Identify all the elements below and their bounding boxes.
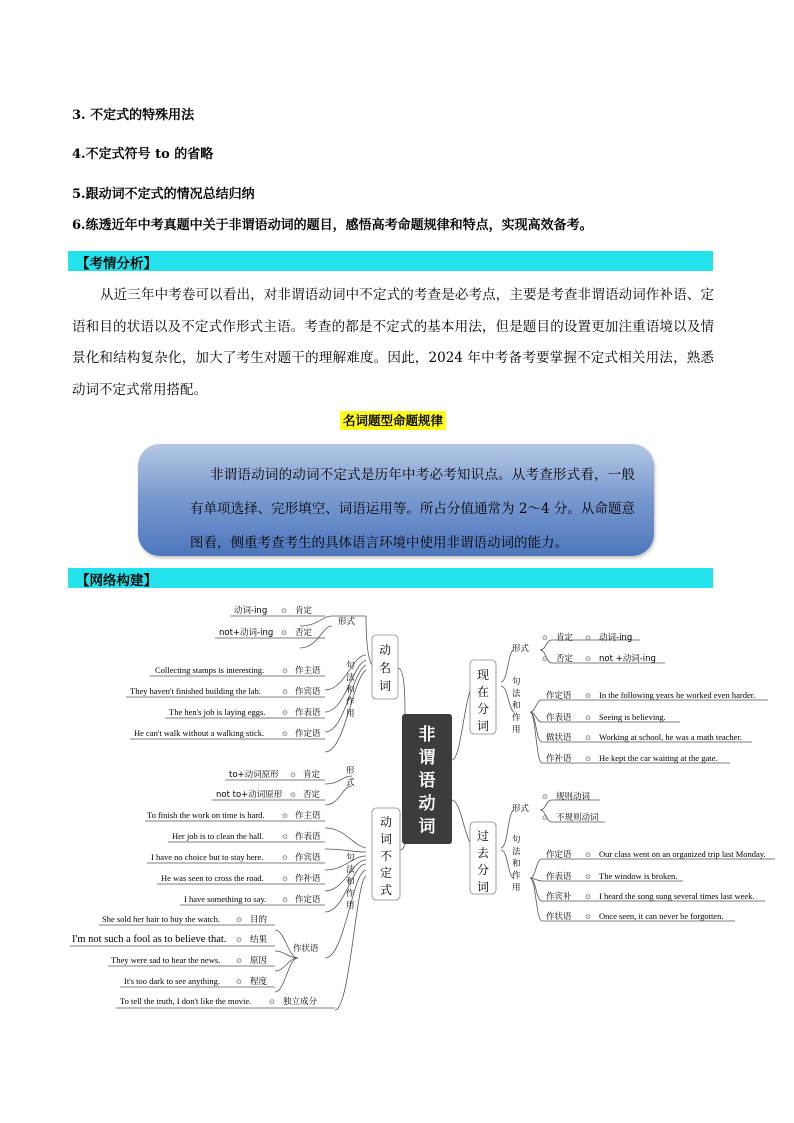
center-char-5: 词 xyxy=(418,817,436,837)
adverbial-tag: 程度 xyxy=(250,977,268,987)
gerund-usage-example: The hen's job is laying eggs. xyxy=(169,707,266,717)
infinitive-usage-example: I have something to say. xyxy=(184,894,267,904)
svg-text:用: 用 xyxy=(512,883,521,893)
pap-char-3: 分 xyxy=(476,863,490,877)
infinitive-usage-example: Her job is to clean the hall. xyxy=(172,831,264,841)
pp-usage-example: Working at school, he was a math teacher. xyxy=(599,732,743,742)
infinitive-form-tag: 肯定 xyxy=(303,770,321,780)
svg-text:⊙: ⊙ xyxy=(281,629,287,637)
svg-text:式: 式 xyxy=(346,778,355,788)
gerund-usage-tag: 作宾语 xyxy=(295,687,321,697)
pap-form-item: 规则动词 xyxy=(556,792,591,802)
pp-char-2: 在 xyxy=(476,685,490,699)
gerund-usage-tag: 作主语 xyxy=(295,666,321,676)
svg-text:⊙: ⊙ xyxy=(236,957,242,965)
infinitive-char-4: 定 xyxy=(379,866,393,880)
svg-text:和: 和 xyxy=(512,701,521,711)
pap-usage-tag: 作状语 xyxy=(546,912,572,922)
infinitive-form-example: to+动词原形 xyxy=(229,770,279,780)
pap-usage-example: Once seen, it can never be forgotten. xyxy=(599,911,724,921)
pp-usage-tag: 作定语 xyxy=(546,691,572,701)
rule-text: 非谓语动词的动词不定式是历年中考必考知识点。从考查形式看，一般有单项选择、完形填空、词语运用等。所占分值通常为 2～4 分。从命题意图看，侧重考查考生的具体语言环境中使用非谓语动词的能力。 xyxy=(190,467,635,551)
svg-text:⊙: ⊙ xyxy=(282,875,288,883)
gerund-form-example: 动词-ing xyxy=(234,606,268,616)
pap-usage-tag: 作定语 xyxy=(546,850,572,860)
svg-text:和: 和 xyxy=(512,859,521,869)
svg-text:⊙: ⊙ xyxy=(585,851,591,859)
pp-char-3: 分 xyxy=(476,702,490,716)
svg-text:句: 句 xyxy=(346,853,355,863)
gerund-form-example: not+动词-ing xyxy=(219,628,274,638)
infinitive-usage-label xyxy=(346,852,355,911)
infinitive-usage-tag: 作定语 xyxy=(295,895,321,905)
svg-text:⊙: ⊙ xyxy=(290,791,296,799)
gerund-usage-example: Collecting stamps is interesting. xyxy=(155,665,265,675)
infinitive-usage-example: He was seen to cross the road. xyxy=(161,873,264,883)
section-bar-network xyxy=(68,568,713,588)
pap-usage-label xyxy=(512,834,521,893)
pap-usage-example: The window is broken. xyxy=(599,871,678,881)
svg-text:法: 法 xyxy=(346,673,355,683)
infinitive-char-1: 动 xyxy=(379,815,393,829)
svg-text:⊙: ⊙ xyxy=(281,607,287,615)
svg-text:作: 作 xyxy=(512,713,521,723)
mind-map xyxy=(0,598,794,1023)
svg-text:⊙: ⊙ xyxy=(282,896,288,904)
svg-text:⊙: ⊙ xyxy=(542,814,548,822)
pp-form-example: 动词-ing xyxy=(599,633,633,643)
svg-text:句: 句 xyxy=(512,835,521,845)
svg-text:⊙: ⊙ xyxy=(236,916,242,924)
section-bar-analysis xyxy=(68,251,713,271)
infinitive-usage-tag: 作表语 xyxy=(295,832,321,842)
pap-form-item: 不规则动词 xyxy=(556,813,599,823)
pp-usage-label xyxy=(512,676,521,735)
analysis-paragraph: 从近三年中考卷可以看出，对非谓语动词中不定式的考查是必考点，主要是考查非谓语动词作补语、定语和目的状语以及不定式作形式主语。考查的都是不定式的基本用法，但是题目的设置更加注重语境以及情景化和结构复杂化，加大了考生对题干的理解难度。因此，2024 年中考备考要掌握不定式相关用法，熟悉动词不定式常用搭配。 xyxy=(72,287,714,398)
pap-usage-tag: 作宾补 xyxy=(546,892,572,902)
svg-text:⊙: ⊙ xyxy=(236,936,242,944)
infinitive-char-5: 式 xyxy=(379,883,393,897)
svg-text:作: 作 xyxy=(346,697,355,707)
gerund-usage-tag: 作定语 xyxy=(295,729,321,739)
svg-text:⊙: ⊙ xyxy=(282,688,288,696)
independent-tag: 独立成分 xyxy=(283,997,318,1007)
infinitive-usage-example: I have no choice but to stay here. xyxy=(151,852,264,862)
section-heading-network: 【网络构建】 xyxy=(76,573,157,589)
adverbial-tag: 结果 xyxy=(250,935,268,945)
adverbial-example: I'm not such a fool as to believe that. xyxy=(72,934,227,945)
svg-text:⊙: ⊙ xyxy=(282,833,288,841)
svg-text:⊙: ⊙ xyxy=(585,714,591,722)
infinitive-usage-tag: 作宾语 xyxy=(295,853,321,863)
svg-text:⊙: ⊙ xyxy=(542,634,548,642)
adverbial-example: They were sad to hear the news. xyxy=(111,955,221,965)
gerund-form-label: 形式 xyxy=(338,617,356,627)
svg-text:⊙: ⊙ xyxy=(236,978,242,986)
center-char-2: 谓 xyxy=(418,748,436,768)
svg-text:⊙: ⊙ xyxy=(542,655,548,663)
adverbial-example: It's too dark to see anything. xyxy=(124,976,220,986)
infinitive-char-3: 不 xyxy=(379,849,393,863)
gerund-usage-example: They haven't finished building the lab. xyxy=(130,686,261,696)
svg-text:法: 法 xyxy=(512,847,521,857)
infinitive-usage-example: To finish the work on time is hard. xyxy=(147,810,265,820)
gerund-form-tag: 肯定 xyxy=(295,606,313,616)
gerund-usage-tag: 作表语 xyxy=(295,708,321,718)
objective-3: 3. 不定式的特殊用法 xyxy=(72,108,195,123)
gerund-char-2: 名 xyxy=(378,661,392,675)
subheading: 名词题型命题规律 xyxy=(340,411,446,430)
pp-usage-example: He kept the car waiting at the gate. xyxy=(599,753,718,763)
svg-text:形: 形 xyxy=(346,766,355,776)
svg-text:用: 用 xyxy=(346,901,355,911)
objective-5: 5.跟动词不定式的情况总结归纳 xyxy=(72,187,255,202)
svg-text:⊙: ⊙ xyxy=(585,755,591,763)
svg-text:句: 句 xyxy=(346,661,355,671)
pp-form-example: not +动词-ing xyxy=(599,654,656,664)
svg-text:法: 法 xyxy=(346,865,355,875)
adverbial-tag: 原因 xyxy=(250,956,268,966)
svg-text:⊙: ⊙ xyxy=(269,998,275,1006)
gerund-usage-label xyxy=(346,660,355,719)
svg-text:⊙: ⊙ xyxy=(282,730,288,738)
infinitive-usage-tag: 作主语 xyxy=(295,811,321,821)
pp-usage-tag: 作表语 xyxy=(546,713,572,723)
svg-text:⊙: ⊙ xyxy=(585,873,591,881)
adverbial-tag: 目的 xyxy=(250,915,268,925)
pp-char-1: 现 xyxy=(476,668,490,682)
svg-text:作: 作 xyxy=(512,871,521,881)
svg-text:⊙: ⊙ xyxy=(282,812,288,820)
section-heading-analysis: 【考情分析】 xyxy=(76,256,157,272)
svg-text:⊙: ⊙ xyxy=(290,771,296,779)
svg-text:⊙: ⊙ xyxy=(585,734,591,742)
pp-form-tag: 肯定 xyxy=(556,633,574,643)
svg-text:⊙: ⊙ xyxy=(585,893,591,901)
svg-text:⊙: ⊙ xyxy=(282,709,288,717)
pap-char-4: 词 xyxy=(476,880,490,894)
svg-text:⊙: ⊙ xyxy=(585,692,591,700)
center-char-1: 非 xyxy=(418,725,436,745)
infinitive-form-example: not to+动词原形 xyxy=(216,790,283,800)
svg-text:作: 作 xyxy=(346,889,355,899)
pap-usage-example: I heard the song sung several times last week. xyxy=(599,891,755,901)
svg-text:和: 和 xyxy=(346,685,355,695)
infinitive-adverbial-label: 作状语 xyxy=(293,944,319,954)
pp-usage-example: Seeing is believing. xyxy=(599,712,666,722)
infinitive-usage-tag: 作补语 xyxy=(295,874,321,884)
gerund-usage-example: He can't walk without a walking stick. xyxy=(134,728,265,738)
svg-text:和: 和 xyxy=(346,877,355,887)
pp-usage-tag: 做状语 xyxy=(546,733,572,743)
infinitive-form-tag: 否定 xyxy=(303,790,321,800)
svg-text:⊙: ⊙ xyxy=(585,913,591,921)
svg-text:⊙: ⊙ xyxy=(282,667,288,675)
gerund-form-tag: 否定 xyxy=(295,628,313,638)
pap-usage-tag: 作表语 xyxy=(546,872,572,882)
pp-char-4: 词 xyxy=(476,719,490,733)
svg-text:⊙: ⊙ xyxy=(282,854,288,862)
center-char-4: 动 xyxy=(418,794,436,814)
svg-text:用: 用 xyxy=(512,725,521,735)
objective-4: 4.不定式符号 to 的省略 xyxy=(72,147,214,162)
svg-text:法: 法 xyxy=(512,689,521,699)
pap-char-1: 过 xyxy=(476,829,490,843)
pap-usage-example: Our class went on an organized trip last Monday. xyxy=(599,849,766,859)
objective-6: 6.练透近年中考真题中关于非谓语动词的题目，感悟高考命题规律和特点，实现高效备考。 xyxy=(72,218,593,233)
gerund-char-1: 动 xyxy=(378,643,392,657)
svg-text:⊙: ⊙ xyxy=(585,634,591,642)
svg-text:⊙: ⊙ xyxy=(542,793,548,801)
independent-example: To tell the truth, I don't like the movie. xyxy=(120,996,252,1006)
infinitive-char-2: 词 xyxy=(379,832,393,846)
adverbial-example: She sold her hair to buy the watch. xyxy=(102,914,221,924)
pap-char-2: 去 xyxy=(476,846,490,860)
gerund-char-3: 词 xyxy=(378,679,392,693)
center-char-3: 语 xyxy=(418,771,436,791)
svg-text:⊙: ⊙ xyxy=(585,655,591,663)
pp-form-tag: 否定 xyxy=(556,654,574,664)
pap-form-label: 形式 xyxy=(512,804,530,814)
pp-form-label: 形式 xyxy=(512,644,530,654)
pp-usage-tag: 作补语 xyxy=(546,754,572,764)
pp-usage-example: In the following years he worked even harder. xyxy=(599,690,756,700)
svg-text:句: 句 xyxy=(512,677,521,687)
svg-text:用: 用 xyxy=(346,709,355,719)
